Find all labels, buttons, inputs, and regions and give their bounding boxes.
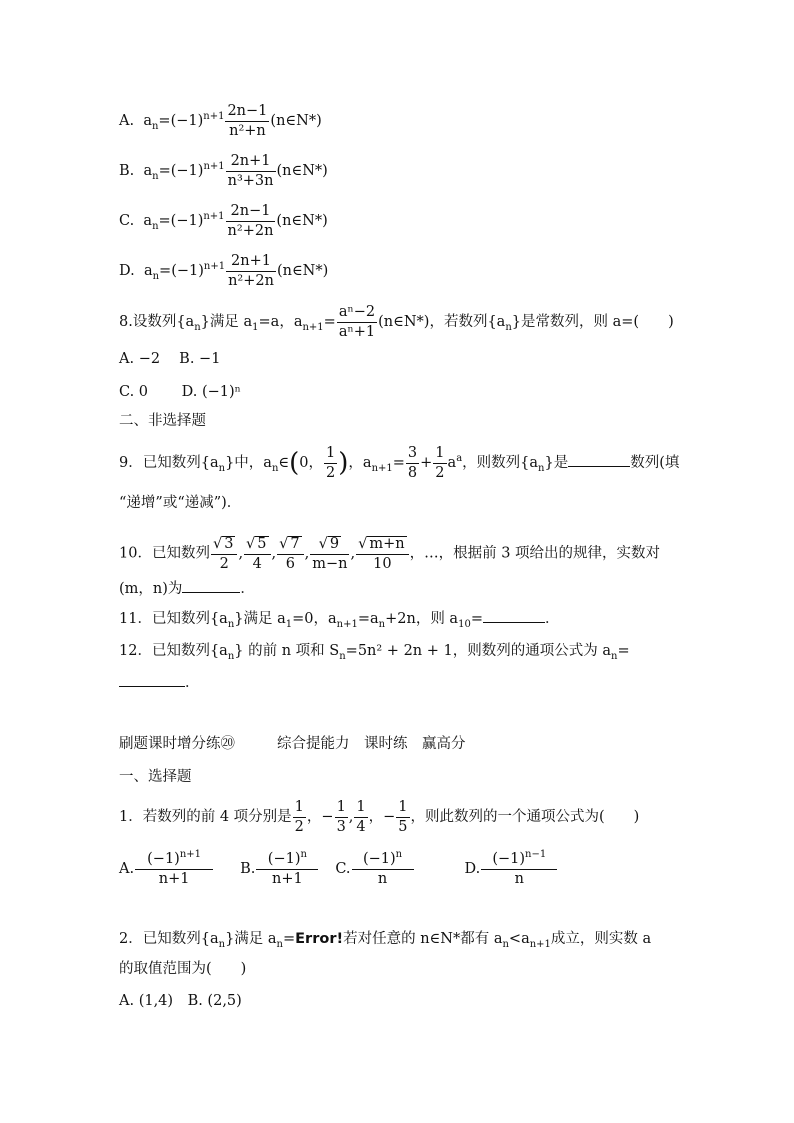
answer-blank[interactable] [182, 591, 240, 593]
fraction: $\frac{1}{4}$ [356, 799, 366, 835]
q10-line2: (m，n)为 ． [119, 581, 255, 597]
fraction: $\frac{1}{3}$ [336, 799, 346, 835]
q8-stem: 8.设数列$\{a_n\}$满足 $a_1=a$，$a_{n+1}=$ $\frac{\text{aⁿ−2}}{\text{aⁿ+1}}$ (n∈N*)，若数列$\{a_n\}$是常数列，则 a=( ) [119, 304, 674, 340]
q12-stem: 12．已知数列$\{a_n\}$ 的前 n 项和 $S_n=5n^2 + 2n + 1$，则数列的通项公式为 $a_n=$ [119, 643, 630, 662]
fraction: $\frac{3}{8}$ [407, 445, 418, 481]
q8-options-row1: A. −2 B. −1 [119, 351, 221, 367]
answer-blank[interactable] [119, 685, 185, 687]
q1-stem: 1．若数列的前 4 项分别是 $\frac{1}{2}$ ，− $\frac{1}{3}$ , $\frac{1}{4}$ ，− $\frac{1}{5}$ ，则此数列的一个通项公式为( ) [119, 799, 640, 835]
section-heading-choice: 一、选择题 [119, 769, 192, 785]
q1-option-a: A. $\frac{(-1)^{n+1}}{n+1}$ [119, 861, 214, 877]
fraction: $\frac{(-1)^n}{n}$ [352, 852, 414, 886]
fraction: $\frac{(-1)^{n-1}}{n}$ [481, 852, 557, 886]
fraction: $\frac{1}{2}$ [294, 799, 304, 835]
q10-stem: 10．已知数列 $\frac{√ 3}{2}$ , $\frac{√ 5}{4}$ , $\frac{√ 7}{6}$ , $\frac{√ 9}{m-n}$ , $\frac{√ m+n}{10}$ ，…，根据前 3 项给出的规律，实数对 [119, 536, 661, 572]
q11-stem: 11．已知数列$\{a_n\}$满足 $a_1=0$，$a_{n+1}=a_n+2n$，则 $a_{10}=$ ． [119, 611, 560, 630]
fraction: $\frac{2n+1}{\text{n³+3n}}$ [227, 153, 274, 189]
fraction: $\frac{(-1)^{n+1}}{n+1}$ [135, 852, 213, 886]
q1-options [119, 849, 558, 887]
q1-option-d: D. $\frac{(-1)^{n-1}}{n}$ [465, 861, 559, 877]
q1-option-c: C. $\frac{(-1)^n}{n}$ [335, 861, 414, 877]
q7-option-d: D. $a_n=(-1)^{n+1}$ $\frac{2n+1}{\text{n²+2n}}$ (n∈N*) [119, 253, 329, 289]
header-left: 刷题课时增分练⑳ [119, 736, 235, 752]
fraction: $\frac{√ 3}{2}$ [211, 536, 237, 571]
q9-line2: “递增”或“递减”)． [119, 495, 242, 511]
fraction: $\frac{2n+1}{\text{n²+2n}}$ [228, 253, 274, 289]
error-text: Error! [295, 931, 344, 947]
section-heading-non-choice: 二、非选择题 [119, 413, 206, 429]
fraction: $\frac{2n-1}{\text{n²+n}}$ [227, 103, 268, 139]
fraction: $\frac{(-1)^n}{n+1}$ [256, 852, 318, 886]
q2-stem: 2．已知数列$\{a_n\}$满足 $a_n=Error$!若对任意的 n∈N*都有 $a_n<a_{n+1}$成立，则实数 a [119, 931, 652, 950]
fraction: $\frac{\text{aⁿ−2}}{\text{aⁿ+1}}$ [338, 304, 376, 340]
fraction: $\frac{1}{2}$ [435, 445, 445, 481]
fraction: $\frac{√ m+n}{10}$ [356, 536, 409, 571]
q7-option-b: B. $a_n=(-1)^{n+1}$ $\frac{2n+1}{\text{n³+3n}}$ (n∈N*) [119, 153, 328, 189]
q7-option-c: C. $a_n=(-1)^{n+1}$ $\frac{2n-1}{\text{n²+2n}}$ (n∈N*) [119, 203, 328, 239]
fraction: $\frac{√ 5}{4}$ [244, 536, 270, 571]
fraction: $\frac{2n-1}{\text{n²+2n}}$ [227, 203, 274, 239]
answer-blank[interactable] [568, 465, 630, 467]
q2-line2: 的取值范围为( ) [119, 961, 247, 977]
q7-option-a: A. $a_n=(-1)^{n+1}$ $\frac{2n-1}{\text{n²+n}}$ (n∈N*) [119, 103, 322, 139]
fraction: $\frac{√ 9}{m-n}$ [312, 536, 348, 572]
q8-options-row2: C. 0 D. (−1)ⁿ [119, 384, 241, 400]
answer-blank[interactable] [483, 621, 545, 623]
section-header [119, 737, 466, 752]
q2-options: A. (1,4) B. (2,5) [119, 993, 242, 1009]
q12-line2: ． [119, 676, 200, 691]
fraction: $\frac{1}{2}$ [326, 445, 336, 481]
q1-option-b: B. $\frac{(-1)^n}{n+1}$ [240, 861, 319, 877]
fraction: $\frac{1}{5}$ [398, 799, 408, 835]
header-right: 综合提能力 课时练 赢高分 [277, 736, 466, 752]
q9-stem: 9．已知数列$\{a_n\}$中，$a_n\in(0$， $\frac{1}{2}$ )，$a_{n+1}=$ $\frac{3}{8}$ + $\frac{1}{2}$ $a^a$，则数列$\{a_n\}$是 数列(填 [119, 445, 680, 481]
fraction: $\frac{√ 7}{6}$ [277, 536, 303, 571]
